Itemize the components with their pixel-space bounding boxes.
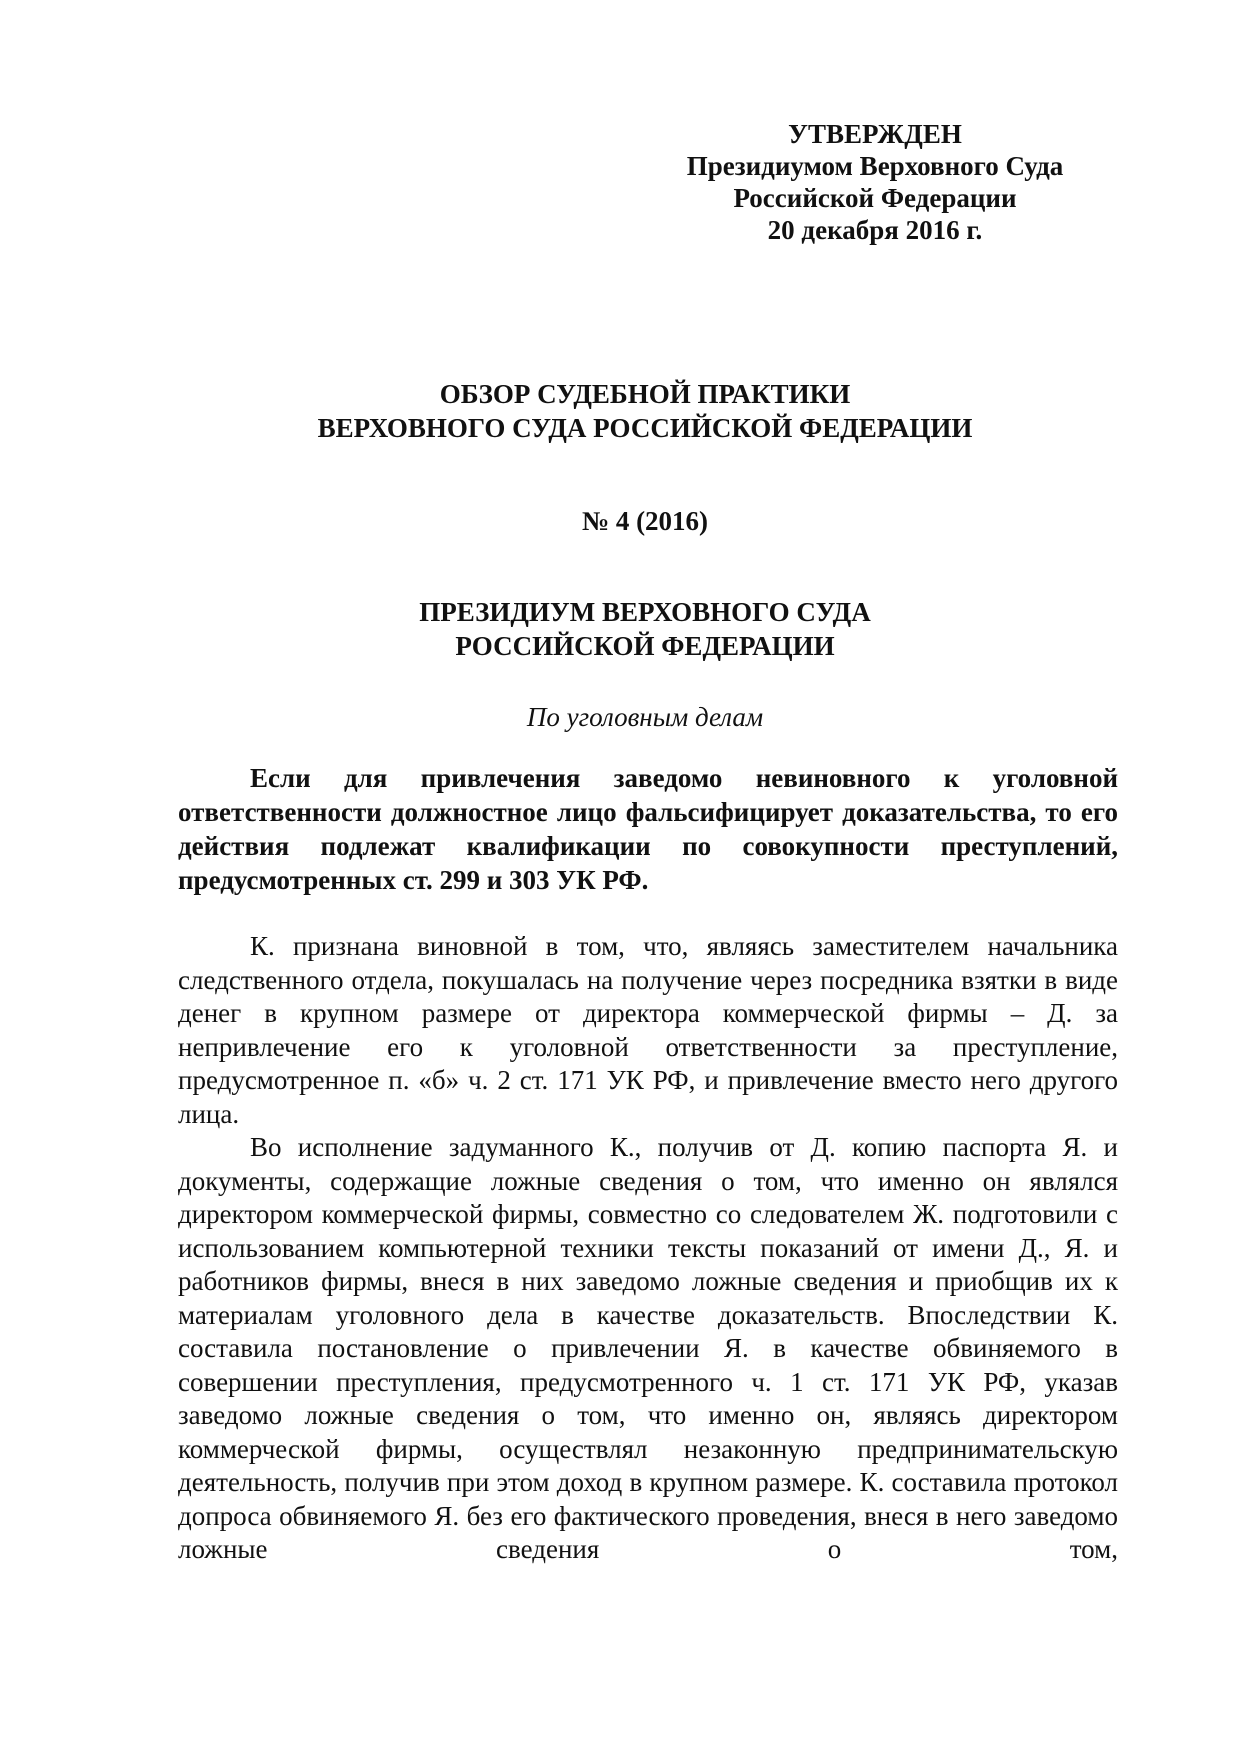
title-line-1: ОБЗОР СУДЕБНОЙ ПРАКТИКИ <box>439 379 851 409</box>
approval-date: 20 декабря 2016 г. <box>767 215 983 245</box>
issue-number: № 4 (2016) <box>581 506 709 536</box>
paragraph-1: К. признана виновной в том, что, являясь заместителем начальника следственного отдела, покушалась на получение через посредника взятки в виде денег в крупном размере от директора коммерческой фирмы – Д. за непривлечение его к уголовной ответственности за преступление, предусмотренное п. «б» ч. 2 ст. 171 УК РФ, и привлечение вместо него другого лица. <box>178 931 1118 1129</box>
presidium-line-2: РОССИЙСКОЙ ФЕДЕРАЦИИ <box>455 631 835 661</box>
approval-line-2: Президиумом Верховного Суда <box>686 151 1064 181</box>
title-line-2: ВЕРХОВНОГО СУДА РОССИЙСКОЙ ФЕДЕРАЦИИ <box>317 413 973 443</box>
approval-stamp-block <box>640 118 1110 246</box>
section-heading: По уголовным делам <box>526 702 764 732</box>
paragraph-2: Во исполнение задуманного К., получив от Д. копию паспорта Я. и документы, содержащие ложные сведения о том, что именно он являлся директором коммерческой фирмы, совместно со следователем Ж. подготовили с использованием компьютерной техники тексты показаний от имени Д., Я. и работников фирмы, внеся в них заведомо ложные сведения и приобщив их к материалам уголовного дела в качестве доказательств. Впоследствии К. составила постановление о привлечении Я. в качестве обвиняемого в совершении преступления, предусмотренного ч. 1 ст. 171 УК РФ, указав заведомо ложные сведения о том, что именно он, являясь директором коммерческой фирмы, осуществлял незаконную предпринимательскую деятельность, получив при этом доход в крупном размере. К. составила протокол допроса обвиняемого Я. без его фактического проведения, внеся в него заведомо ложные сведения о том, <box>178 1132 1118 1564</box>
document-title <box>170 377 1120 445</box>
presidium-line-1: ПРЕЗИДИУМ ВЕРХОВНОГО СУДА <box>419 597 871 627</box>
approval-line-3: Российской Федерации <box>733 183 1017 213</box>
legal-thesis: Если для привлечения заведомо невиновного к уголовной ответственности должностное лицо фальсифицирует доказательства, то его действия подлежат квалификации по совокупности преступлений, предусмотренных ст. 299 и 303 УК РФ. <box>178 763 1118 895</box>
body-text <box>178 930 1118 1567</box>
approval-line-1: УТВЕРЖДЕН <box>788 119 962 149</box>
presidium-heading <box>170 595 1120 663</box>
